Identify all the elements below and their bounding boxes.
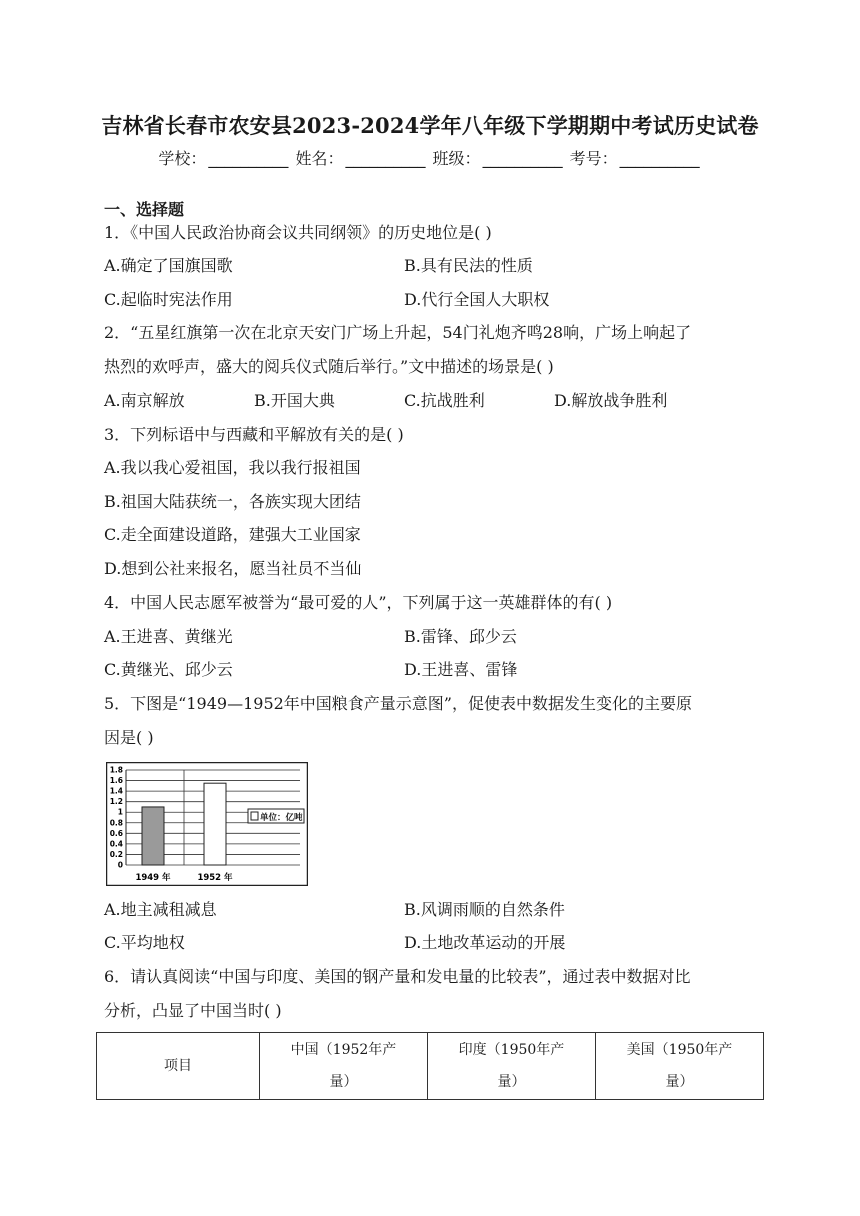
y-tick-label: 0.6 [109,828,123,838]
q4-option-a: A.王进喜、黄继光 [104,627,233,646]
q1-option-c: C.起临时宪法作用 [104,290,233,309]
question-6-line-2: 分析，凸显了中国当时( ) [104,1001,282,1020]
student-info-line [0,146,860,169]
legend-swatch [251,812,258,820]
question-5-line-2: 因是( ) [104,728,154,747]
chart-bar-1 [142,807,164,865]
table-header-row [97,1033,764,1100]
page-title: 吉林省长春市农安县2023-2024学年八年级下学期期中考试历史试卷 [101,113,759,138]
table-header-item: 项目 [97,1033,260,1100]
class-label: 班级： [432,149,481,168]
table-header-india: 印度（1950年产 量） [428,1033,596,1100]
question-2-line-1: 2．“五星红旗第一次在北京天安门广场上升起，54门礼炮齐鸣28响，广场上响起了 [104,323,692,342]
question-6-line-1: 6．请认真阅读“中国与印度、美国的钢产量和发电量的比较表”，通过表中数据对比 [104,967,691,986]
q2-option-b: B.开国大典 [254,391,335,410]
grain-output-chart [106,762,308,886]
question-2-line-2: 热烈的欢呼声，盛大的阅兵仪式随后举行。”文中描述的场景是( ) [104,357,554,376]
y-tick-label: 0.8 [109,818,123,828]
q3-option-b: B.祖国大陆获统一，各族实现大团结 [104,492,361,511]
school-blank: __________ [208,149,289,168]
q5-option-c: C.平均地权 [104,933,185,952]
q1-option-a: A.确定了国旗国歌 [104,256,233,275]
q4-option-d: D.王进喜、雷锋 [404,660,518,679]
q2-option-a: A.南京解放 [104,391,185,410]
q5-option-a: A.地主减租减息 [104,900,217,919]
chart-legend [248,809,304,823]
q3-option-c: C.走全面建设道路，建强大工业国家 [104,525,361,544]
q4-option-c: C.黄继光、邱少云 [104,660,233,679]
q2-option-d: D.解放战争胜利 [554,391,668,410]
name-label: 姓名： [295,149,344,168]
q1-option-b: B.具有民法的性质 [404,256,533,275]
table-header-usa: 美国（1950年产 量） [596,1033,764,1100]
q5-option-d: D.土地改革运动的开展 [404,933,566,952]
y-tick-label: 0 [117,860,123,870]
school-label: 学校： [158,149,207,168]
y-tick-label: 0.4 [109,839,123,849]
y-tick-label: 1.4 [109,786,123,796]
q2-option-c: C.抗战胜利 [404,391,485,410]
number-blank: __________ [619,149,700,168]
chart-bar-2 [204,783,226,865]
q3-option-d: D.想到公社来报名，愿当社员不当仙 [104,559,362,578]
comparison-table [96,1032,764,1100]
table-header-china: 中国（1952年产 量） [260,1033,428,1100]
y-tick-label: 1.2 [109,797,123,807]
question-4: 4．中国人民志愿军被誉为“最可爱的人”，下列属于这一英雄群体的有( ) [104,593,613,612]
y-tick-label: 1.8 [109,765,123,775]
y-tick-label: 1 [117,807,123,817]
y-tick-label: 1.6 [109,776,123,786]
x-category-label: 1952 年 [197,873,233,883]
question-3: 3．下列标语中与西藏和平解放有关的是( ) [104,425,404,444]
q1-option-d: D.代行全国人大职权 [404,290,550,309]
legend-label: 单位：亿吨 [260,813,303,823]
section-heading: 一、选择题 [104,200,185,219]
question-1: 1．《中国人民政治协商会议共同纲领》的历史地位是( ) [104,223,492,242]
x-category-label: 1949 年 [135,873,171,883]
name-blank: __________ [345,149,426,168]
q4-option-b: B.雷锋、邱少云 [404,627,517,646]
question-5-line-1: 5．下图是“1949—1952年中国粮食产量示意图”，促使表中数据发生变化的主要原 [104,694,692,713]
q3-option-a: A.我以我心爱祖国，我以我行报祖国 [104,458,361,477]
y-tick-label: 0.2 [109,849,123,859]
number-label: 考号： [569,149,618,168]
class-blank: __________ [482,149,563,168]
q5-option-b: B.风调雨顺的自然条件 [404,900,565,919]
